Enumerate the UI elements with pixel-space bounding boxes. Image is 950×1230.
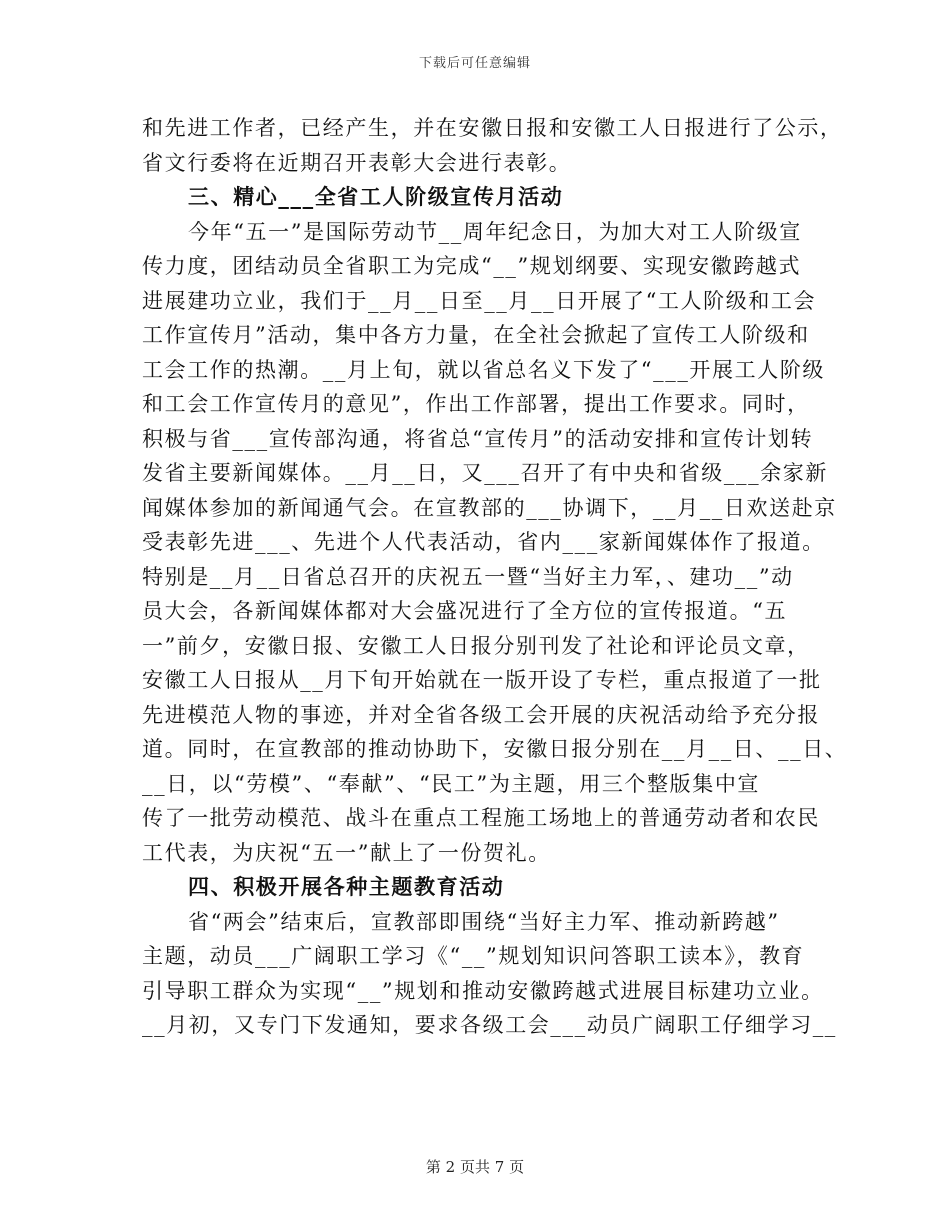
paragraph-line: 发省主要新闻媒体。__月__日，又___召开了有中央和省级___余家新 <box>142 461 828 485</box>
paragraph-line: 先进模范人物的事迹，并对全省各级工会开展的庆祝活动给予充分报 <box>142 702 820 727</box>
section-heading: 四、积极开展各种主题教育活动 <box>188 874 505 899</box>
paragraph-line: 工作宣传月”活动，集中各方力量，在全社会掀起了宣传工人阶级和 <box>142 323 810 347</box>
paragraph-line: 员大会，各新闻媒体都对大会盛况进行了全方位的宣传报道。“五 <box>142 599 788 623</box>
paragraph-line: 进展建功立业，我们于__月__日至__月__日开展了“工人阶级和工会 <box>142 288 817 313</box>
page-number: 第 2 页共 7 页 <box>425 1158 525 1176</box>
paragraph-line: 闻媒体参加的新闻通气会。在宣教部的___协调下，__月__日欢送赴京 <box>142 495 837 520</box>
paragraph-line: 主题，动员___广阔职工学习《“__”规划知识问答职工读本》，教育 <box>142 944 805 968</box>
paragraph-line: 工会工作的热潮。__月上旬，就以省总名义下发了“___开展工人阶级 <box>142 357 826 382</box>
paragraph-line: 传力度，团结动员全省职工为完成“__”规划纲要、实现安徽跨越式 <box>142 254 802 278</box>
paragraph-line: 工代表，为庆祝“五一”献上了一份贺礼。 <box>142 840 551 865</box>
paragraph-line: 引导职工群众为实现“__”规划和推动安徽跨越式进展目标建功立业。 <box>142 978 824 1003</box>
paragraph-line: 道。同时，在宣教部的推动协助下，安徽日报分别在__月__日、__日、 <box>142 737 848 761</box>
page-header: 下载后可任意编辑 <box>418 56 531 71</box>
paragraph-line: 受表彰先进___、先进个人代表活动，省内___家新闻媒体作了报道。 <box>142 530 825 554</box>
paragraph-line: 积极与省___宣传部沟通，将省总“宣传月”的活动安排和宣传计划转 <box>142 426 814 451</box>
paragraph-line: 和先进工作者，已经产生，并在安徽日报和安徽工人日报进行了公示， <box>142 116 843 140</box>
paragraph-line: 省文行委将在近期召开表彰大会进行表彰。 <box>142 150 572 175</box>
paragraph-line: 和工会工作宣传月的意见”，作出工作部署，提出工作要求。同时， <box>142 392 810 416</box>
paragraph-line: 今年“五一”是国际劳动节__周年纪念日，为加大对工人阶级宣 <box>188 219 802 244</box>
paragraph-line: 省“两会”结束后，宣教部即围绕“当好主力军、推动新跨越” <box>188 909 780 934</box>
section-heading: 三、精心___全省工人阶级宣传月活动 <box>188 184 564 209</box>
paragraph-line: 安徽工人日报从__月下旬开始就在一版开设了专栏，重点报道了一批 <box>142 668 822 692</box>
paragraph-line: 一”前夕，安徽日报、安徽工人日报分别刊发了社论和评论员文章， <box>142 633 810 658</box>
paragraph-line: __月初，又专门下发通知，要求各级工会___动员广阔职工仔细学习__ <box>142 1013 837 1037</box>
paragraph-line: __日，以“劳模”、“奉献”、“民工”为主题，用三个整版集中宣 <box>142 771 761 796</box>
paragraph-line: 传了一批劳动模范、战斗在重点工程施工场地上的普通劳动者和农民 <box>142 806 820 830</box>
paragraph-line: 特别是__月__日省总召开的庆祝五一暨“当好主力军，、建功__”动 <box>142 564 794 589</box>
document-body <box>142 111 848 1043</box>
